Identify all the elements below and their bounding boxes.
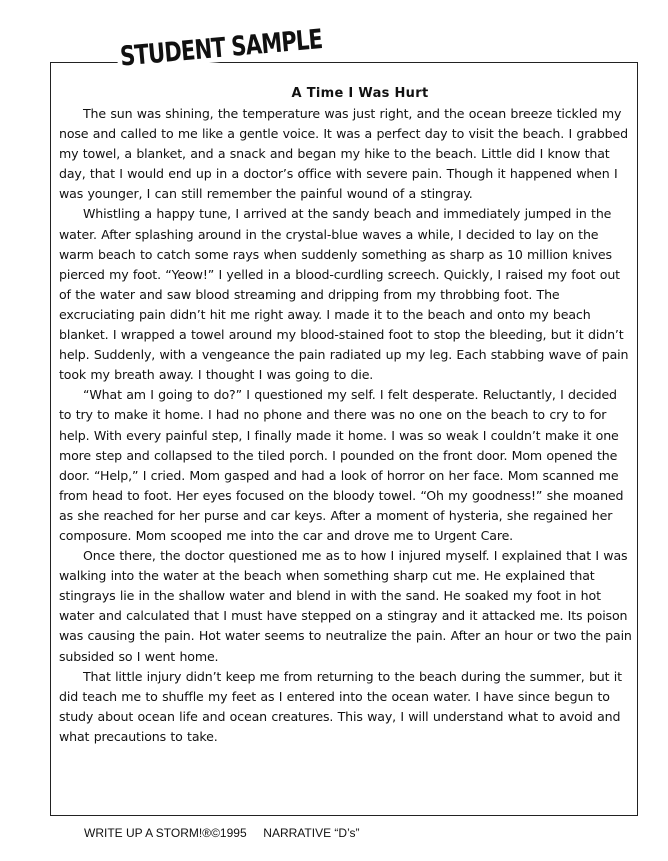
footer-series: WRITE UP A STORM!®©1995 bbox=[84, 826, 247, 840]
paragraph-4: Once there, the doctor questioned me as to how I injured myself. I explained that I was walking into the water at the beach when something sharp cut me. He explained that stingrays lie in the shallow water and blend in with the sand. He soaked my foot in hot water and calculated that I must have stepped on a stingray and it attacked me. Its poison was causing the pain. Hot water seems to neutralize the pain. After an hour or two the pain subsided so I went home. bbox=[59, 548, 632, 664]
paragraph-5: That little injury didn’t keep me from returning to the beach during the summer, but it did teach me to shuffle my feet as I entered into the ocean water. I have since begun to study about ocean life and ocean creatures. This way, I will understand what to avoid and what precautions to take. bbox=[59, 668, 622, 744]
story-body bbox=[59, 104, 632, 747]
paragraph-2: Whistling a happy tune, I arrived at the sandy beach and immediately jumped in the water. After splashing around in the crystal-blue waves a while, I decided to lay on the warm beach to catch some rays when suddenly something as sharp as 10 million knives pierced my foot. “Yeow!” I yelled in a blood-curdling screech. Quickly, I raised my foot out of the water and saw blood streaming and dripping from my throbbing foot. The excruciating pain didn’t hit me right away. I made it to the beach and onto my beach blanket. I wrapped a towel around my blood-stained foot to stop the bleeding, but it didn’t help. Suddenly, with a vengeance the pain radiated up my leg. Each stabbing wave of pain took my breath away. I thought I was going to die. bbox=[59, 206, 629, 383]
paragraph-1: The sun was shining, the temperature was just right, and the ocean breeze tickled my nose and called to me like a gentle voice. It was a perfect day to visit the beach. I grabbed my towel, a blanket, and a snack and began my hike to the beach. Little did I know that day, that I would end up in a doctor’s office with severe pain. Though it happened when I was younger, I can still remember the painful wound of a stingray. bbox=[59, 106, 628, 202]
student-sample-stamp: STUDENT SAMPLE bbox=[116, 26, 326, 71]
page-footer bbox=[84, 826, 360, 840]
footer-category: NARRATIVE “D’s” bbox=[263, 826, 360, 840]
story-title: A Time I Was Hurt bbox=[291, 86, 429, 101]
paragraph-3: “What am I going to do?” I questioned my self. I felt desperate. Reluctantly, I decided to try to make it home. I had no phone and there was no one on the beach to cry to for help. With every painful step, I finally made it home. I was so weak I couldn’t make it one more step and collapsed to the tiled porch. I pounded on the front door. Mom opened the door. “Help,” I cried. Mom gasped and had a look of horror on her face. Mom scanned me from head to foot. Her eyes focused on the bloody towel. “Oh my goodness!” she moaned as she reached for her purse and car keys. After a moment of hysteria, she regained her composure. Mom scooped me into the car and drove me to Urgent Care. bbox=[59, 387, 624, 543]
